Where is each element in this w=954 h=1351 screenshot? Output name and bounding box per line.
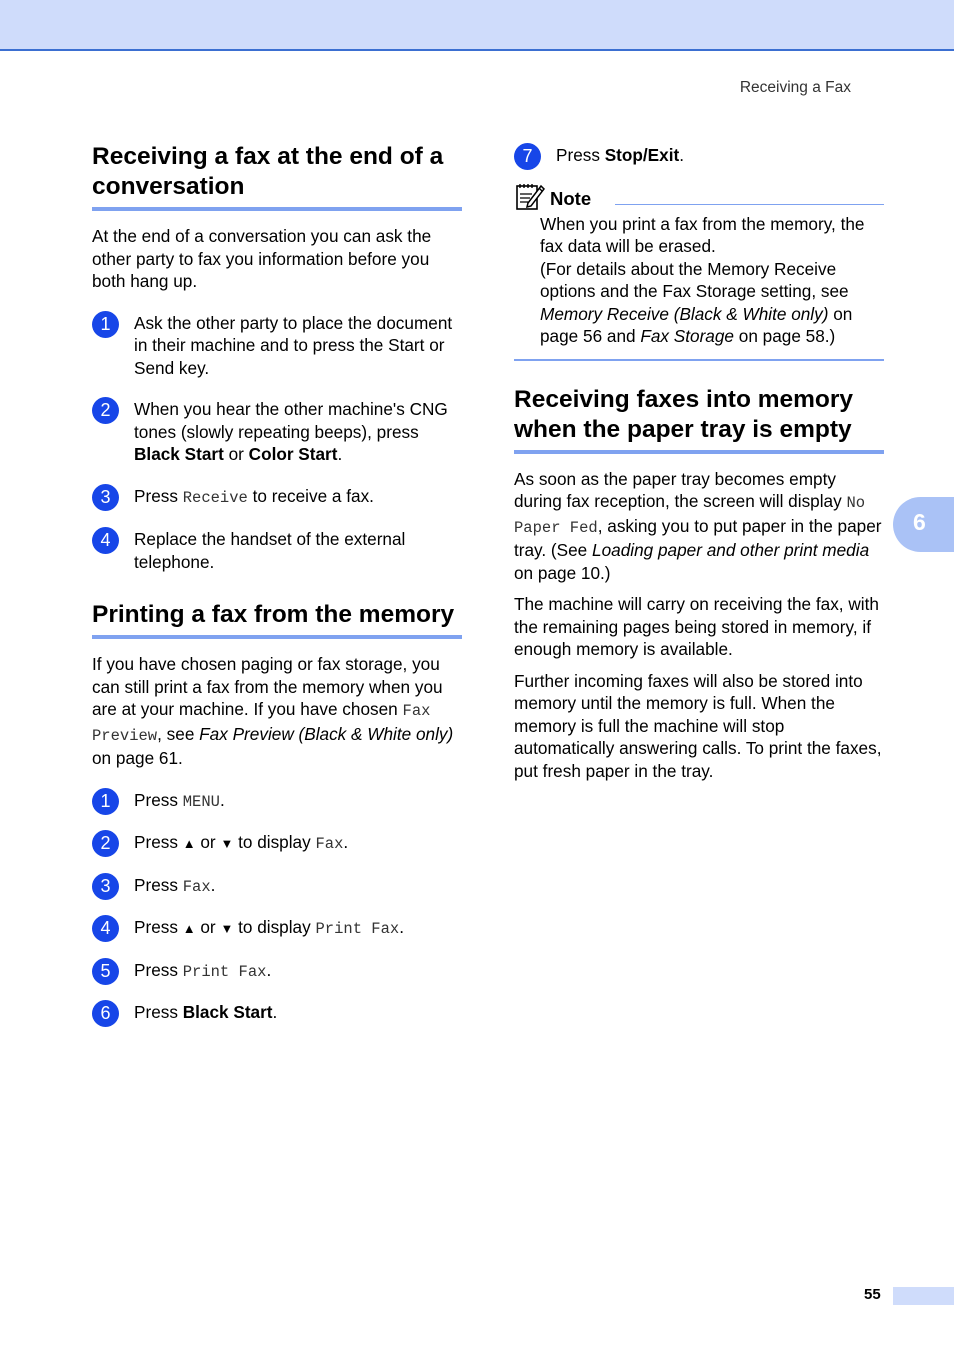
step-text: .: [272, 1002, 278, 1022]
cross-reference: Fax Storage: [640, 326, 734, 346]
footer-band: [893, 1287, 954, 1305]
step-3: [92, 485, 462, 510]
step-text: Press: [134, 917, 183, 937]
page-number: 55: [864, 1286, 881, 1303]
arrow-down-icon: ▼: [220, 921, 234, 936]
lcd-text: Fax: [182, 877, 211, 896]
key-name: Black Start: [134, 444, 224, 464]
paragraph-text: on page 10.): [514, 562, 611, 583]
print-step-5: [92, 959, 462, 984]
step-text: .: [266, 959, 272, 980]
section-intro: [92, 653, 462, 770]
cross-reference: Memory Receive (Black & White only): [540, 303, 829, 324]
step-number-badge: 1: [92, 788, 119, 815]
note-rule: [615, 204, 884, 205]
paragraph-2: The machine will carry on receiving the fax, with the remaining pages being stored in memory, if enough memory is available.: [514, 594, 879, 659]
paragraph-3: Further incoming faxes will also be stored into memory until the memory is full. When the memory is full the machine will stop automatically answering calls. To print the faxes, put fresh paper in the tray.: [514, 670, 882, 781]
step-number-badge: 2: [92, 397, 119, 424]
right-column: [514, 140, 884, 782]
section-heading-print-memory: Printing a fax from the memory: [92, 600, 462, 639]
step-text: to receive a fax.: [247, 485, 374, 506]
note-title: Note: [550, 187, 592, 209]
key-name: Stop/Exit: [604, 145, 680, 165]
chapter-number: 6: [913, 509, 926, 535]
arrow-down-icon: ▼: [220, 836, 234, 851]
step-2: [92, 398, 462, 466]
paragraph-1: [514, 468, 884, 585]
top-band: [0, 0, 954, 51]
arrow-up-icon: ▲: [182, 836, 196, 851]
step-text: Replace the handset of the external telephone.: [134, 529, 406, 572]
note-text: on page 58.): [733, 326, 836, 346]
step-number-badge: 3: [92, 484, 119, 511]
print-step-6: [92, 1001, 462, 1024]
key-name: Color Start: [248, 444, 338, 464]
note-header: [514, 181, 884, 211]
step-number-badge: 2: [92, 830, 119, 857]
lcd-text: Fax: [315, 835, 344, 853]
key-name: Black Start: [182, 1002, 273, 1022]
step-4: [92, 528, 462, 573]
step-number-badge: 4: [92, 915, 119, 942]
lcd-text: MENU: [182, 792, 220, 811]
cross-reference: Loading paper and other print media: [592, 540, 870, 560]
step-text: or: [195, 832, 221, 852]
chapter-tab: [893, 497, 954, 552]
print-step-1: [92, 789, 462, 814]
lcd-text: Print Fax: [315, 920, 400, 938]
lcd-text: Print Fax: [182, 962, 267, 981]
step-text: .: [399, 917, 404, 937]
note-box: [514, 181, 884, 361]
step-text: Press: [134, 789, 183, 810]
step-text: .: [337, 444, 343, 464]
step-text: Press: [134, 1002, 183, 1022]
note-body: [514, 213, 884, 348]
section-heading-receive-end: Receiving a fax at the end of a conversation: [92, 142, 462, 211]
step-number-badge: 5: [92, 958, 119, 985]
arrow-up-icon: ▲: [182, 921, 196, 936]
cross-reference: Fax Preview (Black & White only): [199, 723, 454, 744]
step-text: or: [223, 444, 249, 464]
note-pencil-icon: [514, 181, 546, 211]
print-step-2: [92, 831, 462, 856]
step-text: to display: [233, 832, 316, 852]
paragraph-text: As soon as the paper tray becomes empty during fax reception, the screen will display: [514, 468, 847, 511]
step-text: Press: [134, 485, 183, 506]
intro-text: If you have chosen paging or fax storage, you can still print a fax from the memory when you are at your machine. If you have chosen: [92, 654, 443, 719]
step-number-badge: 3: [92, 873, 119, 900]
step-text: to display: [233, 917, 316, 937]
running-header: Receiving a Fax: [739, 79, 851, 96]
step-text: .: [343, 832, 349, 852]
step-text: Press: [134, 832, 183, 852]
step-text: .: [210, 874, 216, 895]
step-text: Ask the other party to place the document in their machine and to press the Start or Send key.: [134, 312, 453, 378]
note-text: (For details about the Memory Receive options and the Fax Storage setting, see: [540, 258, 849, 301]
step-text: Press: [134, 874, 183, 895]
note-line-2: [540, 258, 884, 348]
note-text: on page 56 and: [540, 303, 853, 346]
lcd-text: No Paper Fed: [514, 494, 866, 537]
step-1: [92, 312, 462, 380]
step-text: or: [195, 917, 221, 937]
step-text: Press: [134, 959, 183, 980]
step-text: .: [679, 145, 684, 165]
note-bottom-rule: [514, 359, 884, 361]
section-intro: At the end of a conversation you can ask the other party to fax you information before you both hang up.: [92, 226, 432, 291]
step-text: Press: [556, 145, 605, 165]
print-step-4: [92, 916, 462, 941]
lcd-text: Fax Preview: [92, 702, 431, 745]
lcd-text: Receive: [182, 488, 248, 507]
intro-text: , see: [157, 723, 200, 744]
step-number-badge: 6: [92, 1000, 119, 1027]
step-text: .: [219, 789, 225, 810]
print-step-3: [92, 874, 462, 899]
section-heading-memory-empty-tray: Receiving faxes into memory when the paper tray is empty: [514, 385, 884, 454]
note-line-1: When you print a fax from the memory, the fax data will be erased.: [540, 213, 865, 256]
print-step-7: [514, 144, 884, 167]
step-text: When you hear the other machine's CNG tones (slowly repeating beeps), press: [134, 399, 448, 442]
paragraph-text: , asking you to put paper in the paper tray. (See: [514, 515, 882, 560]
left-column: [92, 142, 462, 1024]
step-number-badge: 7: [514, 143, 541, 170]
step-number-badge: 4: [92, 527, 119, 554]
step-number-badge: 1: [92, 311, 119, 338]
intro-text: on page 61.: [92, 748, 183, 768]
